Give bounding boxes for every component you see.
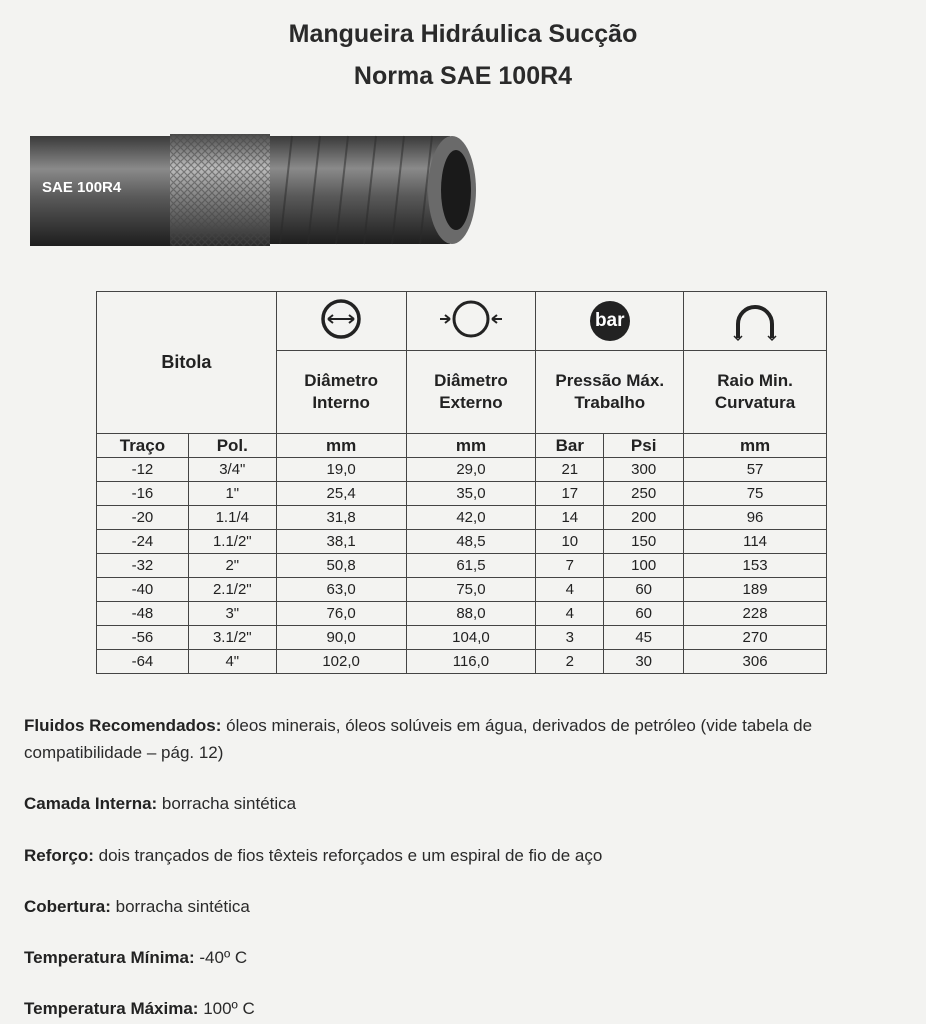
cell-raio: 75 bbox=[684, 482, 827, 506]
cell-raio: 96 bbox=[684, 506, 827, 530]
cell-bar: 2 bbox=[536, 650, 604, 674]
cell-bar: 14 bbox=[536, 506, 604, 530]
table-row bbox=[97, 530, 827, 554]
cell-de: 29,0 bbox=[406, 458, 536, 482]
prop-fluidos-value: óleos minerais, óleos solúveis em água, derivados de petróleo (vide tabela de compatibilidade – pág. 12) bbox=[24, 716, 813, 762]
hose-label: SAE 100R4 bbox=[42, 179, 122, 196]
cell-raio: 153 bbox=[684, 554, 827, 578]
cell-pol: 1" bbox=[188, 482, 276, 506]
table-row bbox=[97, 482, 827, 506]
prop-temp-max-label: Temperatura Máxima: bbox=[24, 999, 199, 1018]
cell-de: 42,0 bbox=[406, 506, 536, 530]
table-row bbox=[97, 554, 827, 578]
cell-pol: 1.1/2" bbox=[188, 530, 276, 554]
header-raio: Raio Min. Curvatura bbox=[684, 351, 827, 434]
cell-de: 61,5 bbox=[406, 554, 536, 578]
cell-pol: 2.1/2" bbox=[188, 578, 276, 602]
header-pressao: Pressão Máx. Trabalho bbox=[536, 351, 684, 434]
pressure-icon: bar bbox=[536, 292, 684, 351]
prop-temp-min bbox=[24, 944, 247, 971]
unit-di: mm bbox=[276, 434, 406, 458]
prop-reforco-label: Reforço: bbox=[24, 846, 94, 865]
header-diam-int: Diâmetro Interno bbox=[276, 351, 406, 434]
spec-table bbox=[96, 291, 827, 674]
hose-image bbox=[30, 130, 480, 250]
cell-de: 75,0 bbox=[406, 578, 536, 602]
table-row bbox=[97, 578, 827, 602]
cell-pol: 3.1/2" bbox=[188, 626, 276, 650]
cell-traco: -32 bbox=[97, 554, 189, 578]
cell-bar: 17 bbox=[536, 482, 604, 506]
cell-bar: 4 bbox=[536, 602, 604, 626]
cell-psi: 45 bbox=[604, 626, 684, 650]
prop-temp-max-value: 100º C bbox=[198, 999, 255, 1018]
cell-di: 76,0 bbox=[276, 602, 406, 626]
table-row bbox=[97, 626, 827, 650]
prop-cobertura-label: Cobertura: bbox=[24, 897, 111, 916]
unit-pol: Pol. bbox=[188, 434, 276, 458]
bend-radius-icon bbox=[684, 292, 827, 351]
prop-cobertura bbox=[24, 893, 250, 920]
cell-raio: 189 bbox=[684, 578, 827, 602]
cell-raio: 57 bbox=[684, 458, 827, 482]
cell-di: 63,0 bbox=[276, 578, 406, 602]
cell-di: 19,0 bbox=[276, 458, 406, 482]
cell-pol: 4" bbox=[188, 650, 276, 674]
cell-di: 25,4 bbox=[276, 482, 406, 506]
prop-camada-interna-label: Camada Interna: bbox=[24, 794, 158, 813]
prop-cobertura-value: borracha sintética bbox=[110, 897, 250, 916]
cell-de: 88,0 bbox=[406, 602, 536, 626]
prop-fluidos bbox=[24, 712, 844, 766]
table-row bbox=[97, 650, 827, 674]
cell-raio: 114 bbox=[684, 530, 827, 554]
prop-camada-interna bbox=[24, 790, 296, 817]
page-subtitle: Norma SAE 100R4 bbox=[353, 62, 573, 90]
cell-raio: 270 bbox=[684, 626, 827, 650]
cell-psi: 60 bbox=[604, 578, 684, 602]
cell-traco: -24 bbox=[97, 530, 189, 554]
cell-bar: 10 bbox=[536, 530, 604, 554]
cell-psi: 250 bbox=[604, 482, 684, 506]
prop-temp-max bbox=[24, 995, 255, 1022]
cell-bar: 4 bbox=[536, 578, 604, 602]
cell-bar: 3 bbox=[536, 626, 604, 650]
cell-di: 50,8 bbox=[276, 554, 406, 578]
cell-bar: 7 bbox=[536, 554, 604, 578]
external-diameter-icon bbox=[406, 292, 536, 351]
cell-traco: -20 bbox=[97, 506, 189, 530]
prop-camada-interna-value: borracha sintética bbox=[157, 794, 297, 813]
unit-traco: Traço bbox=[97, 434, 189, 458]
page-title: Mangueira Hidráulica Sucção bbox=[288, 20, 638, 48]
cell-di: 31,8 bbox=[276, 506, 406, 530]
table-row bbox=[97, 506, 827, 530]
cell-bar: 21 bbox=[536, 458, 604, 482]
cell-traco: -64 bbox=[97, 650, 189, 674]
table-row bbox=[97, 458, 827, 482]
cell-psi: 60 bbox=[604, 602, 684, 626]
prop-reforco bbox=[24, 842, 602, 869]
internal-diameter-icon bbox=[276, 292, 406, 351]
cell-psi: 300 bbox=[604, 458, 684, 482]
cell-traco: -12 bbox=[97, 458, 189, 482]
cell-psi: 150 bbox=[604, 530, 684, 554]
cell-traco: -40 bbox=[97, 578, 189, 602]
cell-de: 116,0 bbox=[406, 650, 536, 674]
cell-psi: 30 bbox=[604, 650, 684, 674]
prop-temp-min-label: Temperatura Mínima: bbox=[24, 948, 195, 967]
cell-de: 104,0 bbox=[406, 626, 536, 650]
unit-de: mm bbox=[406, 434, 536, 458]
cell-di: 90,0 bbox=[276, 626, 406, 650]
header-diam-ext: Diâmetro Externo bbox=[406, 351, 536, 434]
cell-psi: 200 bbox=[604, 506, 684, 530]
cell-psi: 100 bbox=[604, 554, 684, 578]
cell-de: 35,0 bbox=[406, 482, 536, 506]
cell-raio: 306 bbox=[684, 650, 827, 674]
cell-pol: 1.1/4 bbox=[188, 506, 276, 530]
cell-traco: -48 bbox=[97, 602, 189, 626]
unit-bar: Bar bbox=[536, 434, 604, 458]
cell-raio: 228 bbox=[684, 602, 827, 626]
unit-psi: Psi bbox=[604, 434, 684, 458]
cell-di: 102,0 bbox=[276, 650, 406, 674]
cell-traco: -16 bbox=[97, 482, 189, 506]
unit-raio: mm bbox=[684, 434, 827, 458]
cell-traco: -56 bbox=[97, 626, 189, 650]
table-row bbox=[97, 602, 827, 626]
prop-reforco-value: dois trançados de fios têxteis reforçados e um espiral de fio de aço bbox=[93, 846, 603, 865]
cell-pol: 3/4" bbox=[188, 458, 276, 482]
header-bitola: Bitola bbox=[97, 292, 277, 434]
cell-di: 38,1 bbox=[276, 530, 406, 554]
cell-pol: 3" bbox=[188, 602, 276, 626]
cell-pol: 2" bbox=[188, 554, 276, 578]
cell-de: 48,5 bbox=[406, 530, 536, 554]
prop-fluidos-label: Fluidos Recomendados: bbox=[24, 716, 222, 735]
prop-temp-min-value: -40º C bbox=[194, 948, 248, 967]
